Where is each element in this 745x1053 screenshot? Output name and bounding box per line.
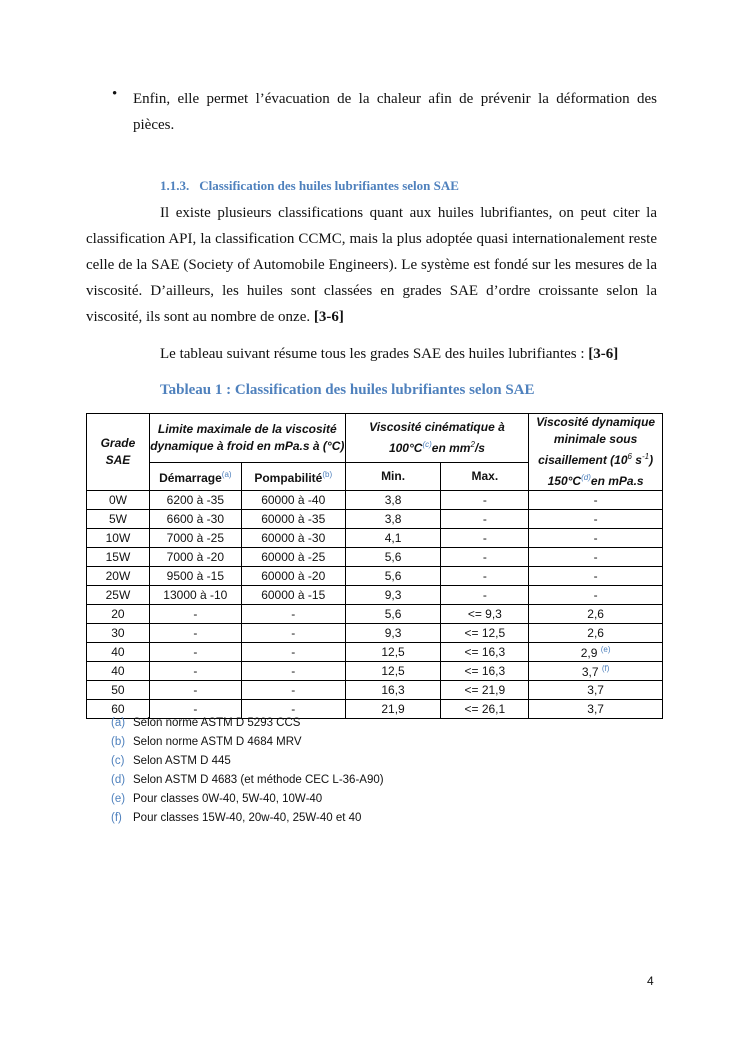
table-cell: - bbox=[241, 662, 345, 681]
table-cell: 5,6 bbox=[345, 567, 441, 586]
table-cell: - bbox=[149, 662, 241, 681]
table-cell: 40 bbox=[87, 643, 150, 662]
table-row bbox=[87, 662, 663, 681]
table-cell: <= 26,1 bbox=[441, 700, 529, 719]
table-cell: 0W bbox=[87, 491, 150, 510]
header-max: Max. bbox=[441, 463, 529, 491]
table-cell: 3,8 bbox=[345, 510, 441, 529]
table-cell: 3,7 bbox=[529, 700, 663, 719]
table-cell: 7000 à -20 bbox=[149, 548, 241, 567]
header-pump: Pompabilité$^{(b)}$ bbox=[241, 463, 345, 491]
table-cell: - bbox=[241, 643, 345, 662]
table-cell: 5W bbox=[87, 510, 150, 529]
bullet-icon: • bbox=[112, 86, 118, 102]
table-row bbox=[87, 529, 663, 548]
table-cell: 9,3 bbox=[345, 624, 441, 643]
table-cell: 2,6 bbox=[529, 624, 663, 643]
table-cell: - bbox=[241, 605, 345, 624]
table-row bbox=[87, 624, 663, 643]
table-cell: - bbox=[149, 605, 241, 624]
sae-table bbox=[86, 413, 663, 719]
table-cell: - bbox=[529, 529, 663, 548]
table-cell: - bbox=[529, 510, 663, 529]
table-row bbox=[87, 643, 663, 662]
table-cell: 2,9 $^{(e)}$ bbox=[529, 643, 663, 662]
table-cell: 20W bbox=[87, 567, 150, 586]
table-cell: 60000 à -15 bbox=[241, 586, 345, 605]
table-cell: 25W bbox=[87, 586, 150, 605]
table-cell: 3,7 bbox=[529, 681, 663, 700]
footnotes bbox=[111, 714, 384, 828]
table-cell: <= 16,3 bbox=[441, 662, 529, 681]
table-cell: - bbox=[149, 624, 241, 643]
table-cell: 9500 à -15 bbox=[149, 567, 241, 586]
table-row bbox=[87, 605, 663, 624]
table-cell: 60 bbox=[87, 700, 150, 719]
table-cell: - bbox=[149, 643, 241, 662]
footnote: (a) Selon norme ASTM D 5293 CCS bbox=[111, 717, 301, 729]
table-row bbox=[87, 681, 663, 700]
table-cell: 2,6 bbox=[529, 605, 663, 624]
table-cell: - bbox=[441, 567, 529, 586]
table-cell: - bbox=[441, 491, 529, 510]
table-cell: 12,5 bbox=[345, 643, 441, 662]
table-cell: 60000 à -25 bbox=[241, 548, 345, 567]
table-cell: - bbox=[149, 700, 241, 719]
bullet-text: Enfin, elle permet l’évacuation de la chaleur afin de prévenir la déformation des pièces. bbox=[133, 91, 657, 133]
table-cell: 20 bbox=[87, 605, 150, 624]
table-cell: 40 bbox=[87, 662, 150, 681]
header-grade: Grade SAE bbox=[87, 414, 150, 491]
header-kinematic: Viscosité cinématique à $100^\circ C^{(c)}en$ $mm^2/s$ bbox=[345, 414, 529, 463]
table-cell: - bbox=[441, 510, 529, 529]
table-cell: 3,7 $^{(f)}$ bbox=[529, 662, 663, 681]
header-min: Min. bbox=[345, 463, 441, 491]
table-cell: 5,6 bbox=[345, 605, 441, 624]
paragraph: Il existe plusieurs classifications quant aux huiles lubrifiantes, on peut citer la classification API, la classification CCMC, mais la plus adoptée quasi internationalement reste celle de la SAE (Society of Automobile Engineers). Le système est fondé sur les mesures de la viscosité. D’ailleurs, les huiles sont classées en grades SAE d’ordre croissante selon la viscosité, ils sont au nombre de onze. [3-6] bbox=[86, 205, 657, 325]
table-cell: 30 bbox=[87, 624, 150, 643]
table-cell: 4,1 bbox=[345, 529, 441, 548]
table-cell: 9,3 bbox=[345, 586, 441, 605]
table-row bbox=[87, 567, 663, 586]
table-cell: - bbox=[529, 491, 663, 510]
table-cell: 13000 à -10 bbox=[149, 586, 241, 605]
table-row bbox=[87, 510, 663, 529]
table-cell: 21,9 bbox=[345, 700, 441, 719]
table-cell: <= 21,9 bbox=[441, 681, 529, 700]
footnote: (c) Selon ASTM D 445 bbox=[111, 755, 231, 767]
table-cell: - bbox=[241, 681, 345, 700]
header-dynamic: Viscosité dynamique minimale sous cisaillement ($10^6$ $s^{-1}$) $150^\circ C^{(d)}en$ mPa.s bbox=[529, 414, 663, 491]
footnote: (b) Selon norme ASTM D 4684 MRV bbox=[111, 736, 302, 748]
table-cell: 60000 à -30 bbox=[241, 529, 345, 548]
paragraph-2: Le tableau suivant résume tous les grades SAE des huiles lubrifiantes : [3-6] bbox=[160, 346, 619, 362]
table-cell: 5,6 bbox=[345, 548, 441, 567]
footnote: (d) Selon ASTM D 4683 (et méthode CEC L-36-A90) bbox=[111, 774, 384, 786]
table-cell: - bbox=[149, 681, 241, 700]
table-cell: 60000 à -35 bbox=[241, 510, 345, 529]
table-cell: - bbox=[529, 586, 663, 605]
table-cell: - bbox=[241, 624, 345, 643]
table-cell: 10W bbox=[87, 529, 150, 548]
table-cell: 6200 à -35 bbox=[149, 491, 241, 510]
table-cell: 7000 à -25 bbox=[149, 529, 241, 548]
table-cell: <= 12,5 bbox=[441, 624, 529, 643]
table-cell: 60000 à -40 bbox=[241, 491, 345, 510]
table-row bbox=[87, 491, 663, 510]
table-cell: <= 16,3 bbox=[441, 643, 529, 662]
footnote: (f) Pour classes 15W-40, 20w-40, 25W-40 et 40 bbox=[111, 812, 362, 824]
table-cell: - bbox=[441, 529, 529, 548]
footnote: (e) Pour classes 0W-40, 5W-40, 10W-40 bbox=[111, 793, 323, 805]
header-limit: Limite maximale de la viscosité dynamique à froid en mPa.s à (°C) bbox=[149, 414, 345, 463]
header-start: Démarrage$^{(a)}$ bbox=[149, 463, 241, 491]
table-cell: 3,8 bbox=[345, 491, 441, 510]
table-cell: 6600 à -30 bbox=[149, 510, 241, 529]
table-cell: 12,5 bbox=[345, 662, 441, 681]
table-cell: <= 9,3 bbox=[441, 605, 529, 624]
table-cell: - bbox=[441, 548, 529, 567]
table-cell: 16,3 bbox=[345, 681, 441, 700]
table-cell: - bbox=[241, 700, 345, 719]
table-cell: - bbox=[441, 586, 529, 605]
table-row bbox=[87, 586, 663, 605]
table-row bbox=[87, 548, 663, 567]
table-cell: - bbox=[529, 567, 663, 586]
table-caption: Tableau 1 : Classification des huiles lubrifiantes selon SAE bbox=[160, 382, 535, 398]
page-number: 4 bbox=[647, 974, 654, 988]
table-cell: - bbox=[529, 548, 663, 567]
table-cell: 50 bbox=[87, 681, 150, 700]
section-heading: 1.1.3. Classification des huiles lubrifiantes selon SAE bbox=[160, 178, 459, 193]
table-cell: 60000 à -20 bbox=[241, 567, 345, 586]
table-cell: 15W bbox=[87, 548, 150, 567]
